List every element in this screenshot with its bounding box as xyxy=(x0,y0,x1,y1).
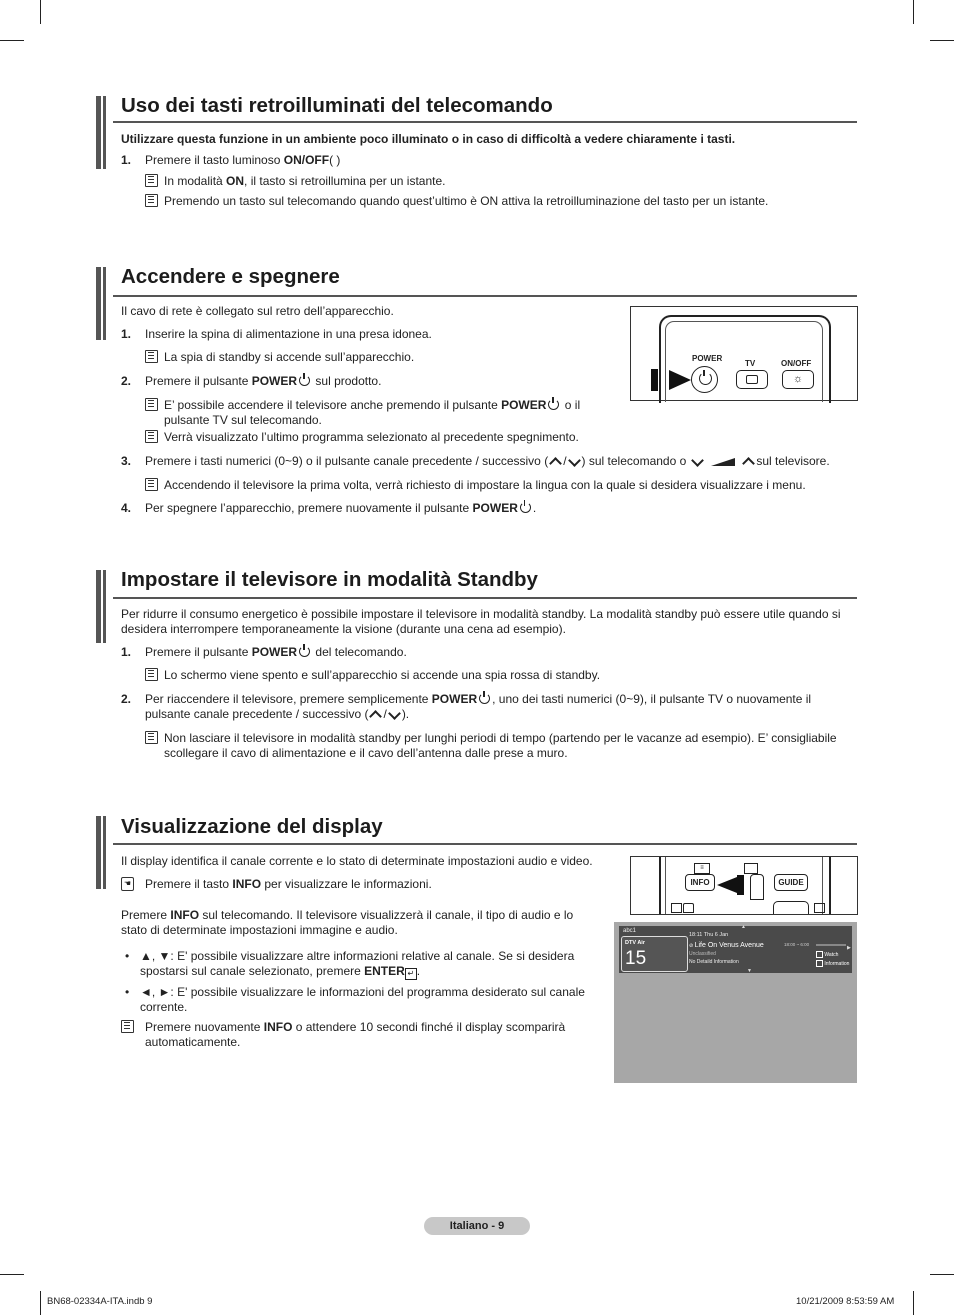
pointer-arrow-icon xyxy=(737,875,744,895)
section-bar xyxy=(96,96,108,169)
step-number: 4. xyxy=(121,501,132,515)
note-icon xyxy=(145,174,158,187)
display-bullet1: ▲, ▼: E' possibile visualizzare altre informazioni relative al canale. Se si desidera xyxy=(140,949,575,963)
power-icon xyxy=(299,375,310,386)
step-number: 1. xyxy=(121,153,132,167)
remote-label-onoff: ON/OFF xyxy=(781,359,812,368)
note-icon xyxy=(145,194,158,207)
note-icon xyxy=(145,430,158,443)
power-button[interactable] xyxy=(691,366,718,393)
exit-icon xyxy=(814,903,825,913)
section-rule xyxy=(113,597,857,599)
power-step4: Per spegnere l’apparecchio, premere nuovamente il pulsante POWER . xyxy=(145,501,537,515)
channel-down-icon xyxy=(691,454,704,467)
pointer-arrow-icon xyxy=(717,877,737,893)
osd-progress-bar xyxy=(816,944,846,946)
note-icon xyxy=(121,1020,134,1033)
backlit-step1: Premere il tasto luminoso ON/OFF( ) xyxy=(145,153,341,167)
osd-down-arrow-icon: ▼ xyxy=(747,968,752,974)
section-rule xyxy=(113,295,857,297)
backlit-note1: In modalità ON, il tasto si retroillumina per un istante. xyxy=(164,174,446,188)
standby-step2-line2: pulsante canale precedente / successivo ( / ). xyxy=(145,707,410,721)
step-number: 2. xyxy=(121,374,132,388)
step-number: 1. xyxy=(121,645,132,659)
osd-detail: No Detaild Information xyxy=(689,959,739,965)
osd-watch[interactable]: Watch xyxy=(816,951,838,958)
display-bullet2: ◄, ►: E' possibile visualizzare le informazioni del programma desiderato sul canale xyxy=(140,985,585,999)
channel-down-icon xyxy=(568,454,581,467)
power-icon xyxy=(479,693,490,704)
nav-pad[interactable] xyxy=(750,874,764,900)
pointer-arrow-icon xyxy=(651,369,658,391)
osd-time-range: 18:00 ~ 6:00 xyxy=(784,942,810,947)
display-bullet1-line2: spostarsi sul canale selezionato, premere ENTER ↵ . xyxy=(140,964,421,978)
standby-intro: Per ridurre il consumo energetico è possibile impostare il televisore in modalità standby. La modalità standby può essere utile quando si desidera interrompere temporaneamente la visione (durante una cena ad esempio). xyxy=(121,607,841,636)
guide-button[interactable]: GUIDE xyxy=(774,874,808,891)
display-note-line2: automaticamente. xyxy=(145,1035,241,1049)
note-icon xyxy=(145,398,158,411)
note-icon xyxy=(145,478,158,491)
power-step2: Premere il pulsante POWER sul prodotto. xyxy=(145,374,382,388)
onoff-light-button[interactable]: ☼ xyxy=(782,370,814,389)
channel-down-icon xyxy=(388,707,401,720)
display-bullet2-line2: corrente. xyxy=(140,1000,188,1014)
osd-datetime: 18:11 Thu 6 Jan xyxy=(689,932,729,938)
backlit-intro: Utilizzare questa funzione in un ambiente poco illuminato o in caso di difficoltà a vedere chiaramente i tasti. xyxy=(121,132,736,146)
pointer-arrow-icon xyxy=(669,370,691,390)
power-icon xyxy=(520,502,531,513)
osd-channel-name: abc1 xyxy=(623,928,637,934)
standby-step2-note-l2: scollegare il cavo di alimentazione e il cavo dell’antenna dalle prese a muro. xyxy=(164,746,568,760)
osd-source: DTV Air xyxy=(625,940,645,946)
osd-banner xyxy=(619,926,852,973)
step-number: 1. xyxy=(121,327,132,341)
menu-icon: ≡ xyxy=(694,863,710,874)
backlit-note2: Premendo un tasto sul telecomando quando quest’ultimo è ON attiva la retroilluminazione del tasto per un istante. xyxy=(164,194,769,208)
osd-up-arrow-icon: ▲ xyxy=(741,924,746,930)
return-button[interactable] xyxy=(683,903,694,913)
display-tip: Premere il tasto INFO per visualizzare le informazioni. xyxy=(145,877,432,891)
osd-program: ⊘ Life On Venus Avenue xyxy=(689,942,764,949)
section-rule xyxy=(113,121,857,123)
page-number-label: Italiano - 9 xyxy=(424,1217,530,1235)
power-icon xyxy=(548,399,559,410)
remote-label-power: POWER xyxy=(692,354,723,363)
tools-icon xyxy=(744,863,758,874)
osd-screenshot xyxy=(614,922,857,1083)
section-bar xyxy=(96,570,108,643)
remote-label-tv: TV xyxy=(745,359,756,368)
power-step3-note: Accendendo il televisore la prima volta, verrà richiesto di impostare la lingua con la quale si desidera visualizzare i menu. xyxy=(164,478,806,492)
standby-step2: Per riaccendere il televisore, premere semplicemente POWER , uno dei tasti numerici (0~9), il pulsante TV o nuovamente il xyxy=(145,692,812,706)
osd-channel-number: 15 xyxy=(625,948,647,969)
osd-right-arrow-icon: ▶ xyxy=(847,945,851,951)
volume-wedge-icon xyxy=(711,458,735,466)
info-button[interactable]: INFO xyxy=(685,874,715,891)
power-step2-note2: Verrà visualizzato l’ultimo programma selezionato al precedente spegnimento. xyxy=(164,430,579,444)
section-title-display: Visualizzazione del display xyxy=(121,815,383,838)
footer-file: BN68-02334A-ITA.indb 9 xyxy=(47,1296,153,1307)
tv-button[interactable] xyxy=(736,370,768,389)
osd-information[interactable]: Information xyxy=(816,960,849,967)
note-icon xyxy=(145,668,158,681)
channel-up-icon xyxy=(742,457,755,470)
power-step2-note1: E’ possibile accendere il televisore anche premendo il pulsante POWER o il xyxy=(164,398,581,412)
channel-up-icon xyxy=(549,457,562,470)
osd-rating: Unclassified xyxy=(689,951,716,957)
bullet: • xyxy=(125,985,130,999)
section-rule xyxy=(113,843,857,845)
power-step1-note: La spia di standby si accende sull’apparecchio. xyxy=(164,350,415,364)
section-title-backlit: Uso dei tasti retroilluminati del telecomando xyxy=(121,94,553,117)
note-icon xyxy=(145,350,158,363)
channel-up-icon xyxy=(370,710,383,723)
display-para: Premere INFO sul telecomando. Il televisore visualizzerà il canale, il tipo di audio e lo xyxy=(121,908,574,922)
note-icon xyxy=(145,731,158,744)
remote-illustration-info xyxy=(630,856,858,915)
standby-step2-note-l1: Non lasciare il televisore in modalità standby per lunghi periodi di tempo (partendo per le vacanze ad esempio). E’ consigliabile xyxy=(164,731,837,745)
exit-button[interactable] xyxy=(773,901,809,915)
section-title-standby: Impostare il televisore in modalità Standby xyxy=(121,568,538,591)
power-step3: Premere i tasti numerici (0~9) o il pulsante canale precedente / successivo ( / ) sul telecomando o sul televisore. xyxy=(145,454,830,468)
step-number: 3. xyxy=(121,454,132,468)
power-intro: Il cavo di rete è collegato sul retro dell’apparecchio. xyxy=(121,304,394,318)
osd-channel-box xyxy=(621,936,688,972)
power-icon xyxy=(299,646,310,657)
tip-hand-icon: ☚ xyxy=(121,877,134,891)
display-note: Premere nuovamente INFO o attendere 10 secondi finché il display scomparirà xyxy=(145,1020,566,1034)
footer-date: 10/21/2009 8:53:59 AM xyxy=(796,1296,895,1307)
enter-icon: ↵ xyxy=(405,968,417,980)
section-bar xyxy=(96,816,108,889)
section-title-power: Accendere e spegnere xyxy=(121,265,340,288)
section-bar xyxy=(96,267,108,340)
remote-illustration-power xyxy=(630,306,858,401)
display-para-line2: stato di determinate impostazioni immagine e audio. xyxy=(121,923,398,937)
standby-step1-note: Lo schermo viene spento e sull’apparecchio si accende una spia rossa di standby. xyxy=(164,668,601,682)
display-intro: Il display identifica il canale corrente e lo stato di determinate impostazioni audio e video. xyxy=(121,854,593,868)
standby-step1: Premere il pulsante POWER del telecomando. xyxy=(145,645,407,659)
power-step1: Inserire la spina di alimentazione in una presa idonea. xyxy=(145,327,432,341)
return-icon xyxy=(671,903,682,913)
power-step2-note1-line2: pulsante TV sul telecomando. xyxy=(164,413,322,427)
step-number: 2. xyxy=(121,692,132,706)
bullet: • xyxy=(125,949,130,963)
